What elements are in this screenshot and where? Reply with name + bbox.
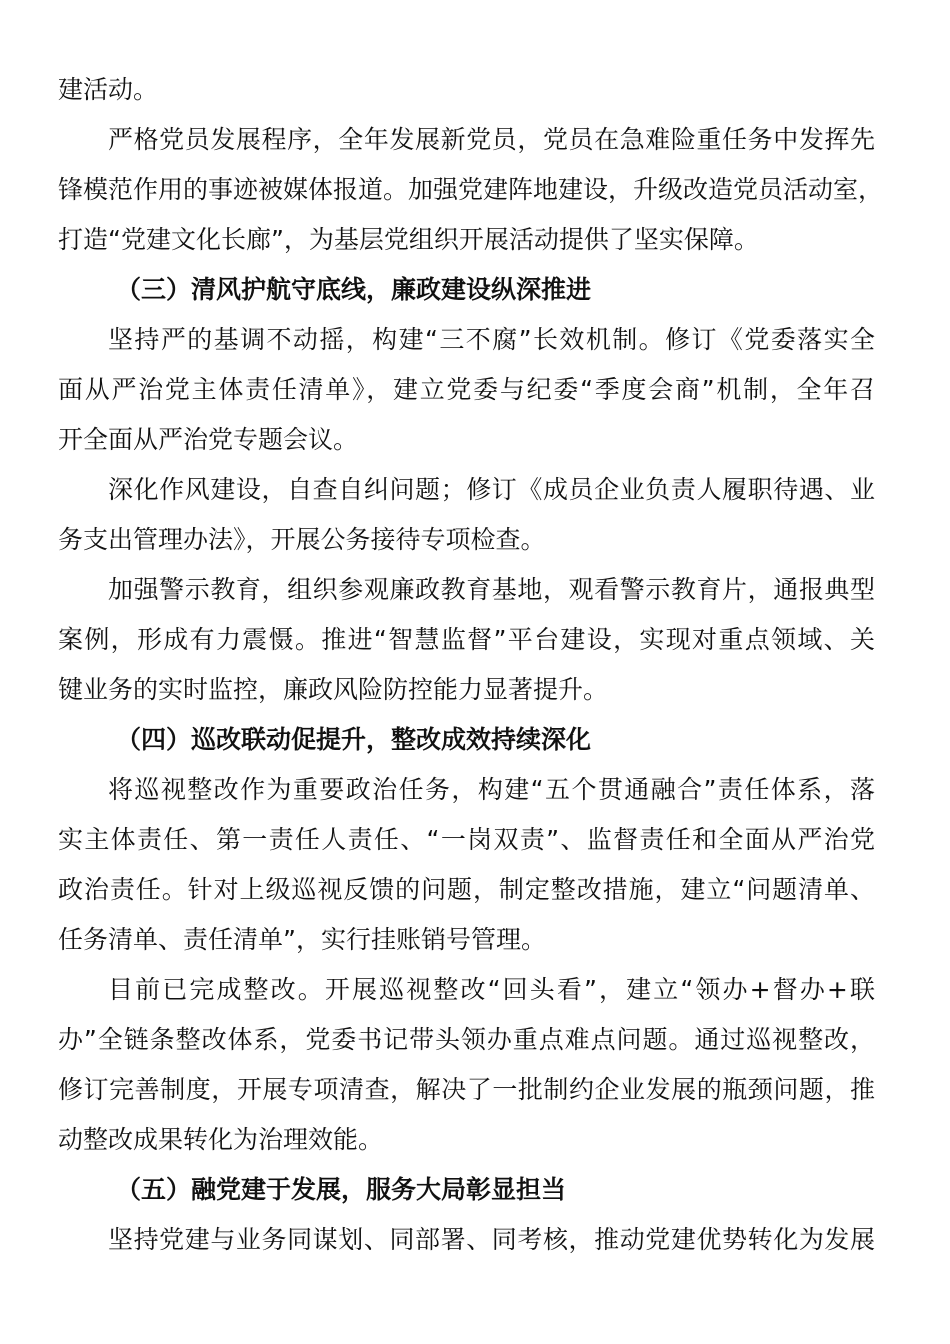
text-line: 加强警示教育，组织参观廉政教育基地，观看警示教育片，通报典型 (108, 575, 875, 604)
paragraph (58, 1215, 875, 1265)
text-line: 修订完善制度，开展专项清查，解决了一批制约企业发展的瓶颈问题，推 (58, 1075, 875, 1104)
text-line: 案例，形成有力震慑。推进“智慧监督”平台建设，实现对重点领域、关 (58, 625, 875, 654)
text-line: 打造“党建文化长廊”，为基层党组织开展活动提供了坚实保障。 (58, 225, 759, 254)
text-line: 深化作风建设，自查自纠问题；修订《成员企业负责人履职待遇、业 (108, 475, 875, 504)
section-heading (58, 265, 875, 315)
text-line: 任务清单、责任清单”，实行挂账销号管理。 (58, 925, 546, 954)
paragraph (58, 65, 875, 115)
document-body (58, 65, 884, 1265)
text-line: 开全面从严治党专题会议。 (58, 425, 359, 454)
paragraph (58, 565, 875, 715)
section-heading (58, 1165, 875, 1215)
section-heading (58, 715, 875, 765)
text-line: 面从严治党主体责任清单》，建立党委与纪委“季度会商”机制，全年召 (58, 375, 875, 404)
heading-text: （四）巡改联动促提升，整改成效持续深化 (116, 725, 592, 754)
heading-text: （五）融党建于发展，服务大局彰显担当 (116, 1175, 567, 1204)
paragraph (58, 465, 875, 565)
paragraph (58, 315, 875, 465)
text-line: 锋模范作用的事迹被媒体报道。加强党建阵地建设，升级改造党员活动室， (58, 175, 884, 204)
text-line: 动整改成果转化为治理效能。 (58, 1125, 384, 1154)
text-line: 办”全链条整改体系，党委书记带头领办重点难点问题。通过巡视整改， (58, 1025, 875, 1054)
text-line: 政治责任。针对上级巡视反馈的问题，制定整改措施，建立“问题清单、 (58, 875, 875, 904)
text-line: 键业务的实时监控，廉政风险防控能力显著提升。 (58, 675, 609, 704)
heading-text: （三）清风护航守底线，廉政建设纵深推进 (116, 275, 592, 304)
paragraph (58, 115, 884, 265)
text-line: 坚持党建与业务同谋划、同部署、同考核，推动党建优势转化为发展 (108, 1225, 875, 1254)
paragraph (58, 965, 875, 1165)
text-line: 务支出管理办法》，开展公务接待专项检查。 (58, 525, 546, 554)
text-line: 坚持严的基调不动摇，构建“三不腐”长效机制。修订《党委落实全 (108, 325, 875, 354)
text-line: 实主体责任、第一责任人责任、“一岗双责”、监督责任和全面从严治党 (58, 825, 875, 854)
text-line: 将巡视整改作为重要政治任务，构建“五个贯通融合”责任体系，落 (108, 775, 875, 804)
text-line: 严格党员发展程序，全年发展新党员，党员在急难险重任务中发挥先 (108, 125, 875, 154)
text-line: 建活动。 (58, 75, 159, 104)
paragraph (58, 765, 875, 965)
text-line: 目前已完成整改。开展巡视整改“回头看”，建立“领办+督办+联 (108, 975, 875, 1004)
